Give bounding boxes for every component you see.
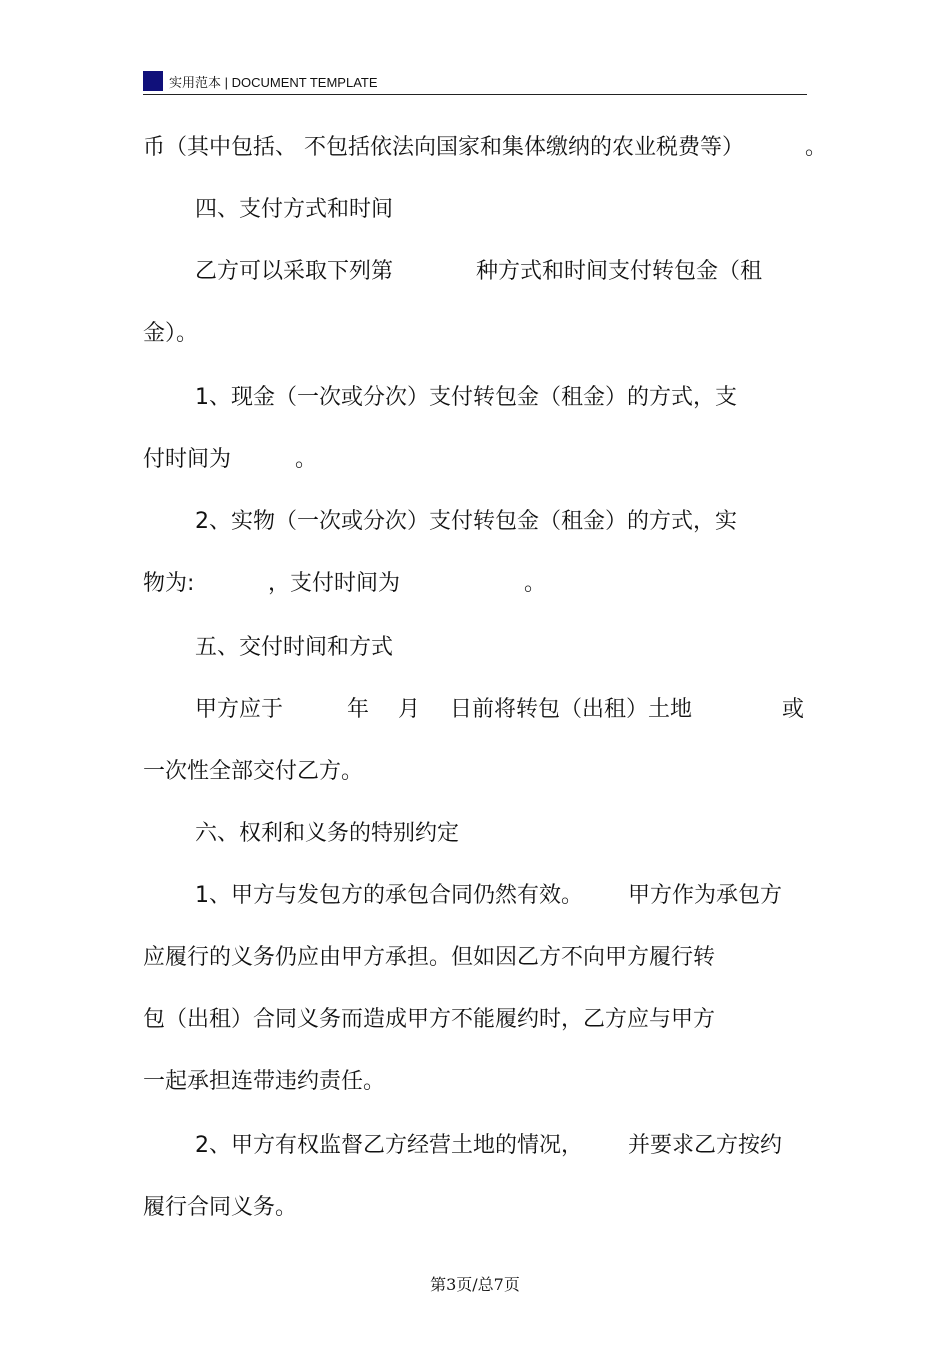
text-line: 乙方可以采取下列第	[195, 259, 394, 284]
text-fragment: 甲方作为承包方	[628, 883, 783, 908]
text-line: 包（出租）合同义务而造成甲方不能履约时，乙方应与甲方	[143, 1007, 716, 1032]
section-heading: 六、权利和义务的特别约定	[195, 821, 460, 846]
text-fragment: 。	[524, 571, 547, 596]
text-line: 币（其中包括、 不包括依法向国家和集体缴纳的农业税费等）	[143, 135, 744, 160]
text-line: 1、甲方与发包方的承包合同仍然有效。	[195, 883, 583, 908]
text-fragment: 种方式和时间支付转包金（租	[476, 259, 763, 284]
text-line: 2、甲方有权监督乙方经营土地的情况，	[195, 1133, 583, 1158]
header-title: 实用范本 | DOCUMENT TEMPLATE	[169, 75, 378, 90]
text-line: 付时间为	[143, 447, 232, 472]
text-line: 1、现金（一次或分次）支付转包金（租金）的方式，支	[195, 385, 737, 410]
page-number: 第3页/总7页	[430, 1275, 520, 1294]
logo-square-icon	[143, 71, 163, 91]
text-fragment: ，支付时间为	[268, 571, 401, 596]
text-line: 应履行的义务仍应由甲方承担。但如因乙方不向甲方履行转	[143, 945, 716, 970]
section-heading: 四、支付方式和时间	[195, 197, 394, 222]
text-fragment: 年	[347, 697, 370, 722]
text-fragment: 并要求乙方按约	[628, 1133, 783, 1158]
text-fragment: 月	[398, 697, 421, 722]
text-fragment: 。	[805, 135, 828, 160]
page-header	[143, 70, 807, 95]
text-fragment: 。	[295, 447, 318, 472]
text-line: 履行合同义务。	[143, 1195, 298, 1220]
text-fragment: 或	[782, 697, 805, 722]
text-line: 2、实物（一次或分次）支付转包金（租金）的方式，实	[195, 509, 737, 534]
section-heading: 五、交付时间和方式	[195, 635, 394, 660]
text-line: 一次性全部交付乙方。	[143, 759, 364, 784]
text-fragment: 日前将转包（出租）土地	[450, 697, 693, 722]
text-line: 一起承担连带违约责任。	[143, 1069, 386, 1094]
text-line: 物为:	[143, 571, 195, 596]
text-line: 金）。	[143, 321, 199, 346]
text-line: 甲方应于	[195, 697, 284, 722]
